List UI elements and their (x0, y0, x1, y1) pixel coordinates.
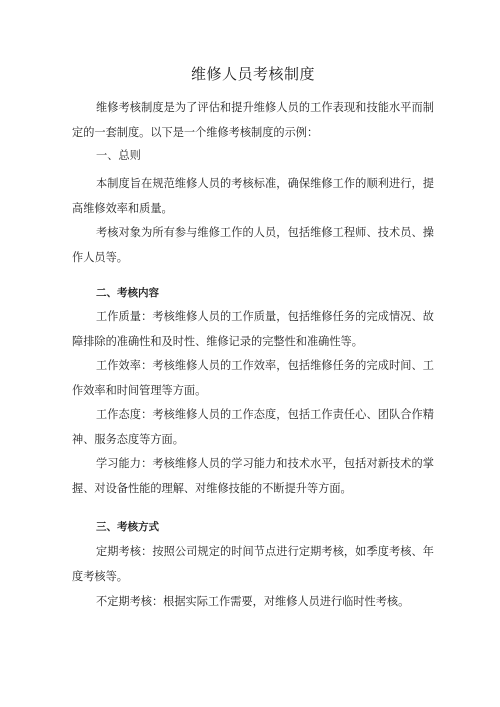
document-title: 维修人员考核制度 (190, 65, 315, 83)
section-content-paragraph-attitude: 工作态度：考核维修人员的工作态度，包括工作责任心、团队合作精神、服务态度等方面。 (72, 408, 434, 446)
section-content-paragraph-efficiency: 工作效率：考核维修人员的工作效率，包括维修任务的完成时间、工作效率和时间管理等方面。 (72, 359, 434, 397)
intro-paragraph: 维修考核制度是为了评估和提升维修人员的工作表现和技能水平而制定的一套制度。以下是一个维修考核制度的示例： (72, 101, 434, 139)
document-page (72, 0, 434, 707)
section-content-paragraph-learning: 学习能力：考核维修人员的学习能力和技术水平，包括对新技术的掌握、对设备性能的理解、对维修技能的不断提升等方面。 (72, 457, 434, 495)
section-general-paragraph-1: 本制度旨在规范维修人员的考核标准，确保维修工作的顺利进行，提高维修效率和质量。 (72, 177, 434, 215)
section-method-paragraph-regular: 定期考核：按照公司规定的时间节点进行定期考核，如季度考核、年度考核等。 (72, 545, 434, 583)
section-general-paragraph-2: 考核对象为所有参与维修工作的人员，包括维修工程师、技术员、操作人员等。 (72, 226, 434, 264)
section-heading-content: 二、考核内容 (96, 287, 159, 299)
section-content-paragraph-quality: 工作质量：考核维修人员的工作质量，包括维修任务的完成情况、故障排除的准确性和及时性、维修记录的完整性和准确性等。 (72, 310, 434, 348)
section-heading-method: 三、考核方式 (96, 521, 159, 533)
section-heading-general: 一、总则 (96, 149, 141, 162)
section-method-paragraph-irregular: 不定期考核：根据实际工作需要，对维修人员进行临时性考核。 (96, 595, 410, 608)
